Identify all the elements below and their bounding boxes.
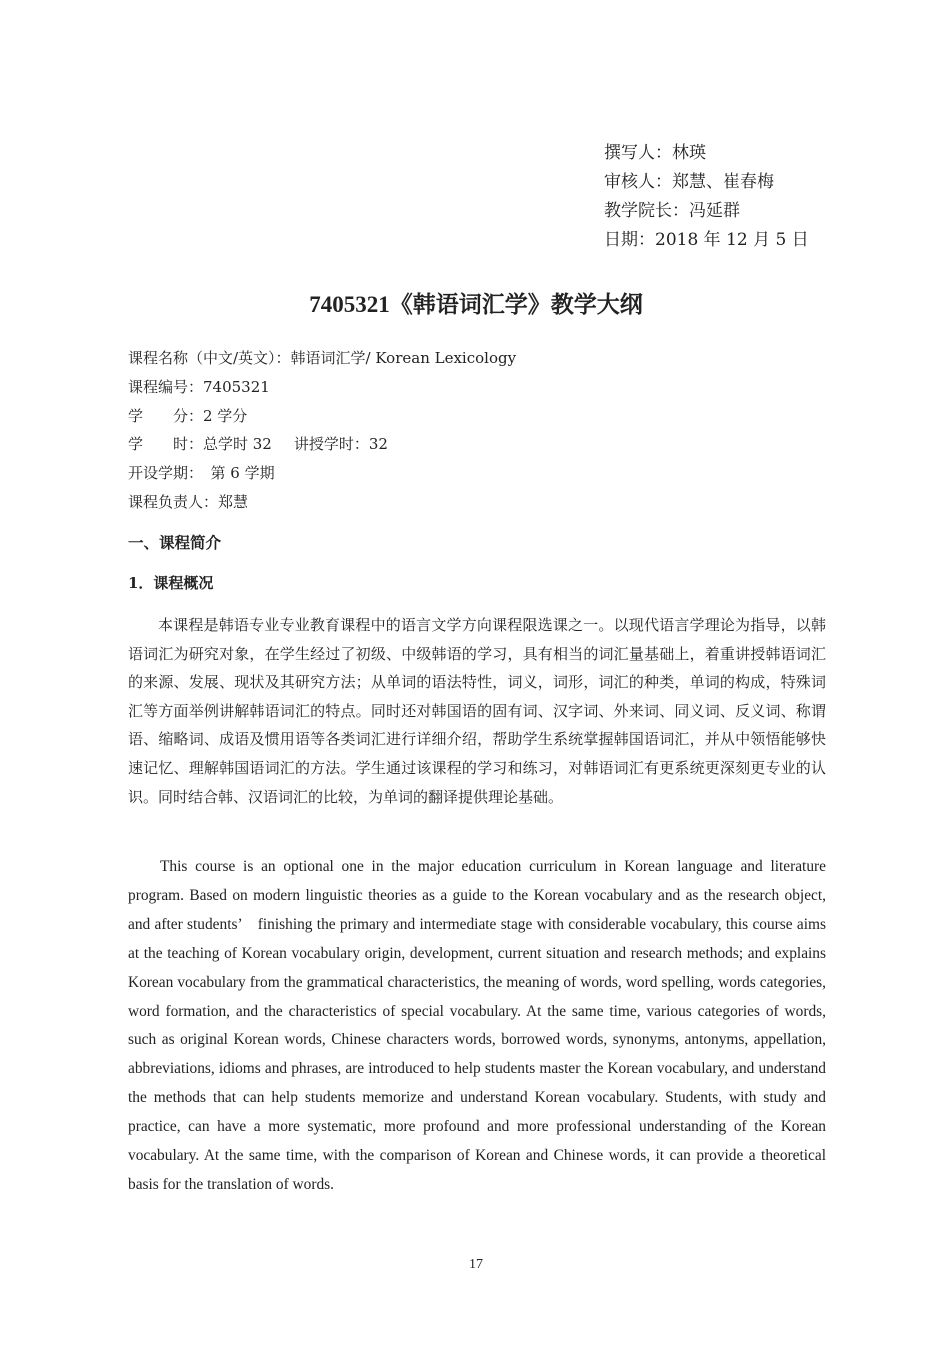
document-title: 7405321《韩语词汇学》教学大纲 [309,292,643,317]
course-credits: 学 分：2 学分 [128,406,248,425]
subsection-heading: 1．课程概况 [128,574,214,592]
course-semester: 开设学期： 第 6 学期 [128,464,275,483]
course-code: 课程编号：7405321 [128,377,270,396]
dean-line: 教学院长：冯延群 [604,201,740,221]
writer-line: 撰写人：林瑛 [604,143,706,163]
course-instructor: 课程负责人：郑慧 [128,492,249,511]
course-hours-total: 学 时：总学时 32 [128,435,272,454]
course-info [128,344,516,517]
course-hours-row [128,430,516,459]
date-line: 日期：2018 年 12 月 5 日 [604,230,809,250]
overview-paragraph-chinese: 本课程是韩语专业专业教育课程中的语言文学方向课程限选课之一。以现代语言学理论为指导，以韩语词汇为研究对象，在学生经过了初级、中级韩语的学习，具有相当的词汇量基础上，着重讲授韩语词汇的来源、发展、现状及其研究方法；从单词的语法特性，词义，词形，词汇的种类，单词的构成，特殊词汇等方面举例讲解韩语词汇的特点。同时还对韩国语的固有词、汉字词、外来词、同义词、反义词、称谓语、缩略词、成语及惯用语等各类词汇进行详细介绍，帮助学生系统掌握韩国语词汇，并从中领悟能够快速记忆、理解韩国语词汇的方法。学生通过该课程的学习和练习，对韩语词汇有更系统更深刻更专业的认识。同时结合韩、汉语词汇的比较，为单词的翻译提供理论基础。 [128,616,826,806]
course-hours-lecture: 讲授学时：32 [293,435,388,454]
course-name: 课程名称（中文/英文）：韩语词汇学/ Korean Lexicology [128,349,517,367]
overview-paragraph-english: This course is an optional one in the major education curriculum in Korean language and literature program. Based on modern linguistic theories as a guide to the Korean vocabulary and as the research object, and after students’ finishing the primary and intermediate stage with considerable vocabulary, this course aims at the teaching of Korean vocabulary origin, development, current situation and research methods; and explains Korean vocabulary from the grammatical characteristics, the meaning of words, word spelling, words categories, word formation, and the characteristics of special vocabulary. At the same time, various categories of words, such as original Korean words, Chinese characters words, borrowed words, synonyms, antonyms, appellation, abbreviations, idioms and phrases, are introduced to help students master the Korean vocabulary, and understand the methods that can help students memorize and understand Korean vocabulary. Students, with study and practice, can have a more systematic, more profound and more professional understanding of the Korean vocabulary. At the same time, with the comparison of Korean and Chinese words, it can provide a theoretical basis for the translation of words. [128,858,826,1193]
page-number: 17 [469,1257,483,1272]
reviewer-line: 审核人：郑慧、崔春梅 [604,172,774,192]
author-block [604,139,809,255]
section-heading: 一、课程简介 [128,533,222,552]
